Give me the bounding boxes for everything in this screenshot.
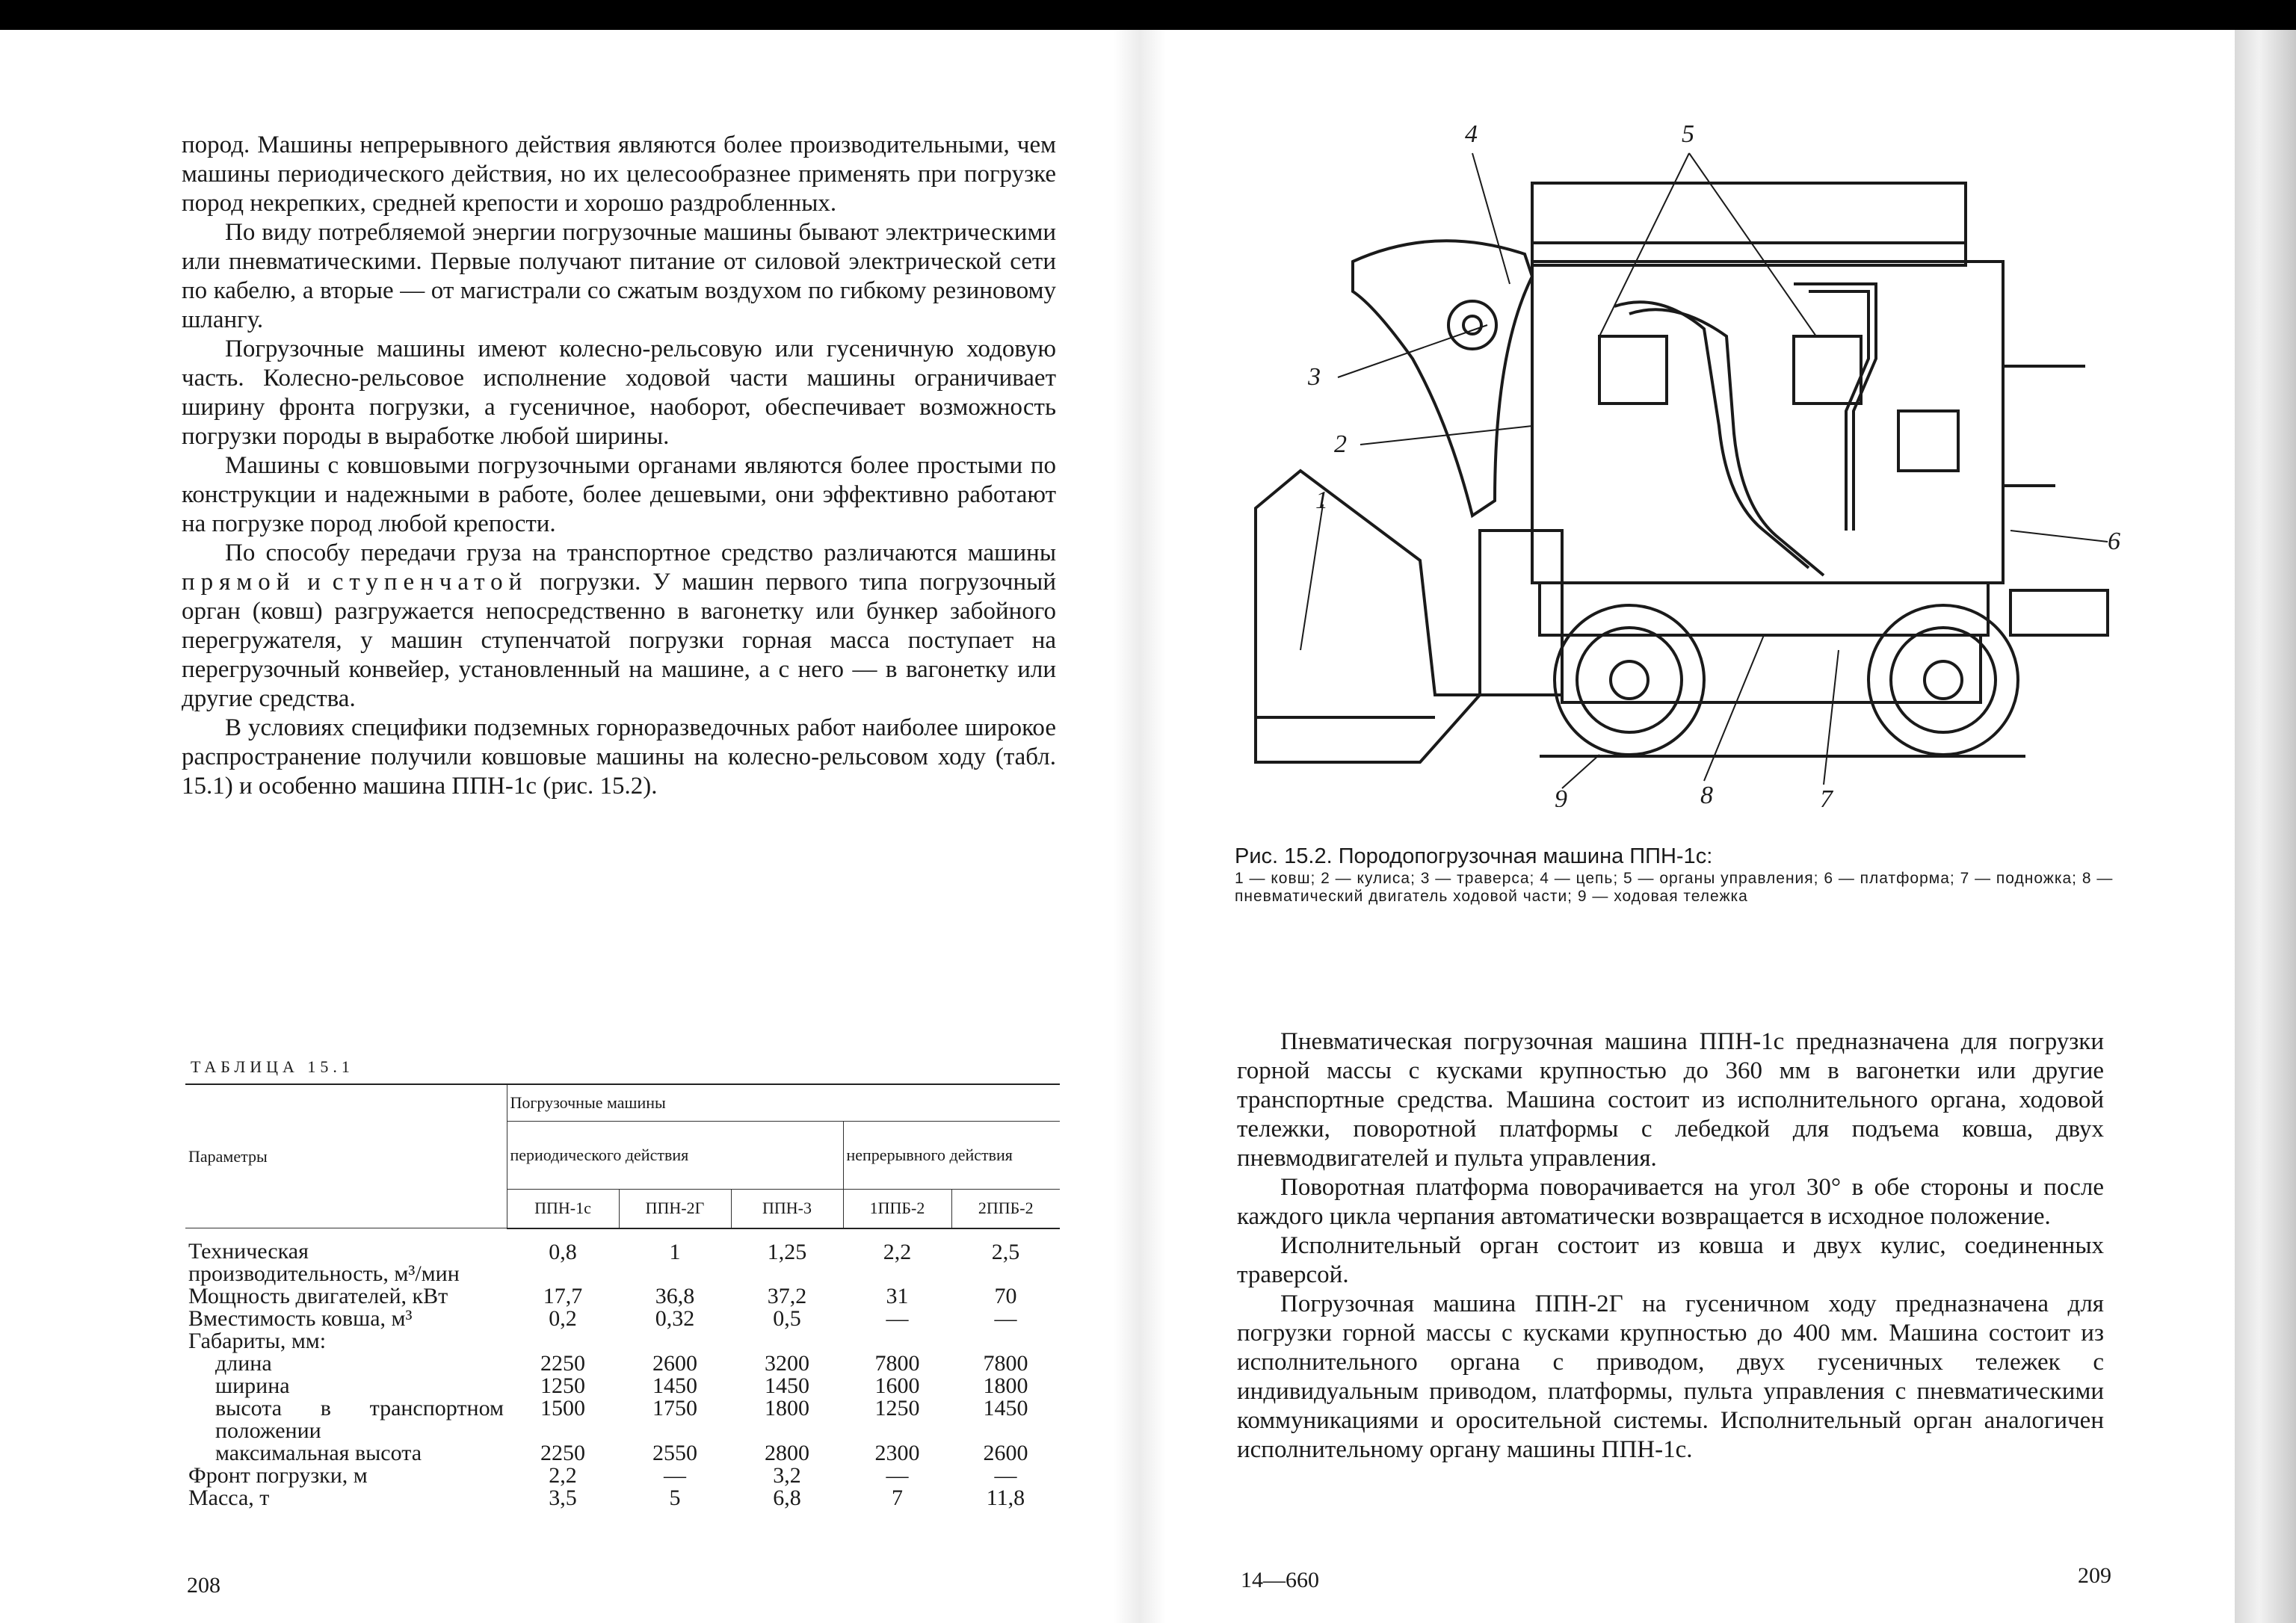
caption-legend: 1 — ковш; 2 — кулиса; 3 — траверса; 4 — цепь; 5 — органы управления; 6 — платформа; 7 — подножка; 8 — пневматический двигатель ходовой части; 9 — ходовая тележка bbox=[1235, 870, 2114, 905]
cell-value: 2250 bbox=[540, 1441, 585, 1465]
cell-value: 1450 bbox=[652, 1373, 697, 1398]
row-label: ширина bbox=[215, 1373, 290, 1398]
page-number-left: 208 bbox=[187, 1573, 220, 1598]
header-model: ППН-3 bbox=[731, 1190, 843, 1228]
header-model: ППН-1с bbox=[507, 1190, 619, 1228]
row-label: Габариты, мм: bbox=[188, 1329, 327, 1353]
paragraph: Поворотная платформа поворачивается на угол 30° в обе стороны и после каждого цикла черпания автоматически возвращается в исходное положение. bbox=[1237, 1174, 2104, 1230]
cell-value: 3200 bbox=[765, 1351, 809, 1376]
cell-value: 1250 bbox=[540, 1373, 585, 1398]
cell-value bbox=[507, 1330, 619, 1352]
cell-value: 0,2 bbox=[549, 1306, 577, 1331]
callout-label: 5 bbox=[1682, 120, 1694, 148]
paragraph bbox=[182, 539, 1056, 714]
table-title: ТАБЛИЦА 15.1 bbox=[191, 1057, 354, 1076]
paragraph: Машины с ковшовыми погрузочными органами являются более простыми по конструкции и надежными в работе, более дешевыми, они эффективно работают на погрузке пород любой крепости. bbox=[182, 452, 1056, 537]
header-model: 2ППБ-2 bbox=[951, 1190, 1060, 1228]
cell-value: 7800 bbox=[874, 1351, 920, 1376]
cell-value: — bbox=[886, 1306, 909, 1331]
table-row bbox=[185, 1375, 1060, 1397]
header-parameters: Параметры bbox=[185, 1084, 507, 1228]
header-continuous: непрерывного действия bbox=[843, 1122, 1060, 1190]
book-gutter bbox=[1114, 30, 1166, 1623]
header-group: Погрузочные машины bbox=[507, 1084, 1060, 1122]
callout-label: 7 bbox=[1820, 785, 1833, 807]
paragraph: Погрузочная машина ППН-2Г на гусеничном ходу предназначена для погрузки горной массы с кусками крупностью до 400 мм. Машина состоит из исполнительного органа с приводом, двух гусеничных тележек с индивидуальным приводом, платформы, пульта управления с пневматическими коммуникациями и оросительной системы. Исполнительный орган аналогичен исполнительному органу машины ППН-1с. bbox=[1237, 1290, 2104, 1463]
signature-mark: 14—660 bbox=[1241, 1568, 1319, 1592]
row-label: длина bbox=[215, 1351, 272, 1376]
cell-value: 2,2 bbox=[883, 1239, 912, 1264]
cell-value: 6,8 bbox=[773, 1486, 801, 1510]
row-label: максимальная высота bbox=[215, 1441, 422, 1465]
paragraph: Погрузочные машины имеют колесно-рельсовую или гусеничную ходовую часть. Колесно-рельсовое исполнение ходовой части машины ограничивает ширину фронта погрузки, а гусеничное, наоборот, обеспечивает возможность погрузки породы в выработке любой ширины. bbox=[182, 336, 1056, 450]
top-hopper bbox=[1532, 183, 1966, 265]
cell-value: 7800 bbox=[983, 1351, 1028, 1376]
text-run: и bbox=[295, 569, 333, 596]
callout-label: 1 bbox=[1315, 486, 1328, 514]
cell-value: 1800 bbox=[983, 1373, 1028, 1398]
header-periodic: периодического действия bbox=[507, 1122, 843, 1190]
row-label: Вместимость ковша, м³ bbox=[188, 1306, 413, 1331]
table-row bbox=[185, 1330, 1060, 1352]
page-edge bbox=[2235, 30, 2296, 1623]
paragraph: Пневматическая погрузочная машина ППН-1с предназначена для погрузки горной массы с кусками крупностью до 360 мм в вагонетки или другие транспортные средства. Машина состоит из исполнительного органа, ходовой тележки, поворотной платформы с лебедкой для подъема ковша, двух пневмодвигателей и пульта управления. bbox=[1237, 1028, 2104, 1172]
cell-value: 70 bbox=[994, 1284, 1017, 1308]
cell-value: 2800 bbox=[765, 1441, 809, 1465]
callout-label: 2 bbox=[1334, 430, 1347, 458]
table-row bbox=[185, 1285, 1060, 1308]
cell-value: 1 bbox=[669, 1239, 681, 1264]
cell-value bbox=[843, 1330, 951, 1352]
machine-figure bbox=[1241, 112, 2123, 807]
scan-top-band bbox=[0, 0, 2296, 30]
caption-title: Рис. 15.2. Породопогрузочная машина ППН-1с: bbox=[1235, 844, 1713, 868]
row-label: высота в транспортном положении bbox=[215, 1396, 504, 1443]
cell-value: 1250 bbox=[874, 1396, 920, 1420]
spec-table bbox=[185, 1083, 1060, 1509]
paragraph: В условиях специфики подземных горноразведочных работ наиболее широкое распространение получили ковшовые машины на колесно-рельсовом ходу (табл. 15.1) и особенно машина ППН-1с (рис. 15.2). bbox=[182, 714, 1056, 800]
page-number-right: 209 bbox=[2078, 1563, 2111, 1588]
text-run: По способу передачи груза на транспортное средство различаются машины bbox=[225, 540, 1056, 566]
left-page-text bbox=[182, 131, 1056, 801]
cell-value: 1450 bbox=[765, 1373, 809, 1398]
right-page-text bbox=[1237, 1027, 2104, 1465]
cell-value bbox=[951, 1330, 1060, 1352]
cell-value: — bbox=[664, 1463, 686, 1488]
figure-caption bbox=[1235, 843, 2229, 906]
cell-value: 2,5 bbox=[991, 1239, 1020, 1264]
row-label: Масса, т bbox=[188, 1486, 270, 1510]
table-row bbox=[185, 1465, 1060, 1487]
cell-value: 36,8 bbox=[655, 1284, 695, 1308]
table-row bbox=[185, 1397, 1060, 1442]
header-model: ППН-2Г bbox=[619, 1190, 731, 1228]
cell-value: 7 bbox=[892, 1486, 903, 1510]
text-run: погрузки. У машин первого типа погрузочный орган (ковш) разгружается непосредственно в вагонетку или бункер забойного перегружателя, у машин ступенчатой погрузки горная масса поступает на перегрузочный конвейер, установленный на машине, а с него — в вагонетку или другие средства. bbox=[182, 569, 1056, 712]
table-row bbox=[185, 1442, 1060, 1465]
callout-label: 8 bbox=[1700, 782, 1713, 807]
row-label: Мощность двигателей, кВт bbox=[188, 1284, 448, 1308]
cell-value: 0,5 bbox=[773, 1306, 801, 1331]
cell-value: 5 bbox=[669, 1486, 681, 1510]
cell-value: 31 bbox=[886, 1284, 909, 1308]
callout-label: 3 bbox=[1308, 363, 1321, 391]
cell-value: 0,8 bbox=[549, 1239, 577, 1264]
cell-value: 3,5 bbox=[549, 1486, 577, 1510]
cell-value: 37,2 bbox=[767, 1284, 807, 1308]
cell-value: 11,8 bbox=[986, 1486, 1025, 1510]
cell-value: 17,7 bbox=[543, 1284, 583, 1308]
cell-value: 3,2 bbox=[773, 1463, 801, 1488]
header-model: 1ППБ-2 bbox=[843, 1190, 951, 1228]
spaced-term: прямой bbox=[182, 569, 296, 596]
paragraph: Исполнительный орган состоит из ковша и двух кулис, соединенных траверсой. bbox=[1237, 1232, 2104, 1288]
paragraph: По виду потребляемой энергии погрузочные машины бывают электрическими или пневматическими. Первые получают питание от силовой электрической сети по кабелю, а вторые — от магистрали со сжатым воздухом по гибкому резиновому шлангу. bbox=[182, 219, 1056, 333]
arm-shape bbox=[1353, 241, 1532, 516]
spaced-term: ступенчатой bbox=[332, 569, 528, 596]
cell-value: — bbox=[994, 1463, 1017, 1488]
cell-value: 1750 bbox=[652, 1396, 697, 1420]
cell-value: 2250 bbox=[540, 1351, 585, 1376]
table-row bbox=[185, 1487, 1060, 1509]
cell-value bbox=[619, 1330, 731, 1352]
callout-label: 9 bbox=[1555, 785, 1567, 807]
cell-value: 1,25 bbox=[767, 1239, 807, 1264]
cell-value: 2,2 bbox=[549, 1463, 577, 1488]
table-row bbox=[185, 1352, 1060, 1375]
cell-value: 0,32 bbox=[655, 1306, 695, 1331]
row-label: Фронт погрузки, м bbox=[188, 1463, 368, 1488]
cell-value: — bbox=[886, 1463, 909, 1488]
cell-value: 1600 bbox=[874, 1373, 920, 1398]
cell-value: 2550 bbox=[652, 1441, 697, 1465]
cell-value: 2300 bbox=[874, 1441, 920, 1465]
callout-label: 4 bbox=[1465, 120, 1478, 148]
cell-value: 1450 bbox=[983, 1396, 1028, 1420]
cell-value: 2600 bbox=[983, 1441, 1028, 1465]
cell-value: — bbox=[994, 1306, 1017, 1331]
paragraph: пород. Машины непрерывного действия являются более производительными, чем машины периодического действия, но их целесообразнее применять при погрузке пород некрепких, средней крепости и хорошо раздробленных. bbox=[182, 132, 1056, 217]
cell-value: 1500 bbox=[540, 1396, 585, 1420]
cell-value: 2600 bbox=[652, 1351, 697, 1376]
cell-value bbox=[731, 1330, 843, 1352]
cell-value: 1800 bbox=[765, 1396, 809, 1420]
callout-label: 6 bbox=[2108, 528, 2120, 555]
table-row bbox=[185, 1228, 1060, 1286]
table-row bbox=[185, 1308, 1060, 1330]
row-label: Техническая производительность, м³/мин bbox=[188, 1239, 460, 1286]
